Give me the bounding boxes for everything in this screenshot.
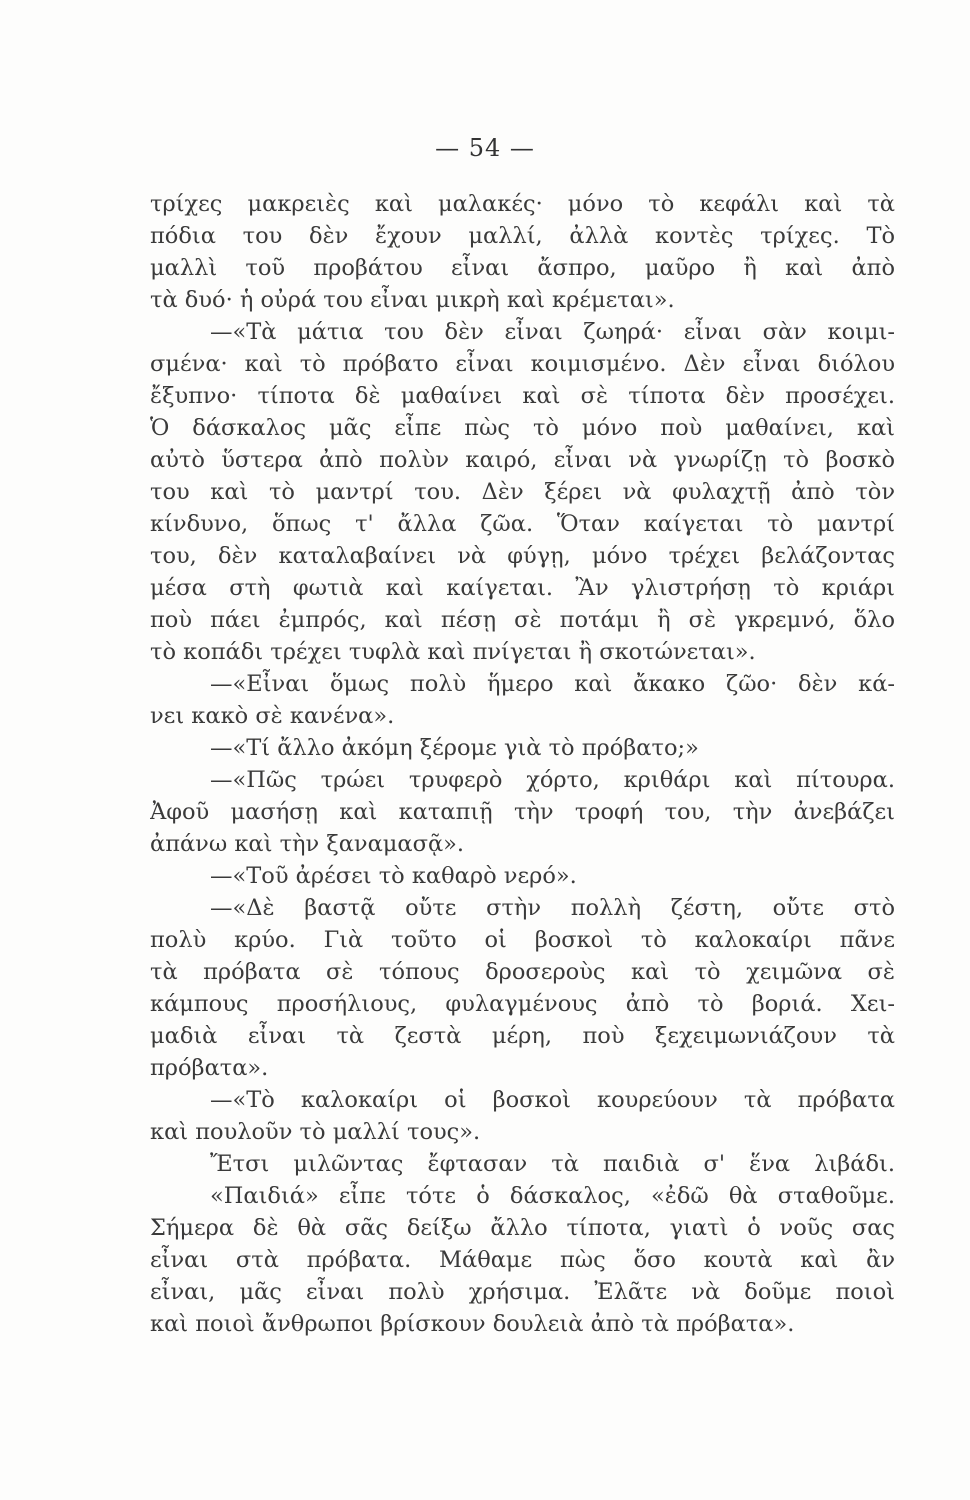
text-line: πολὺ κρύο. Γιὰ τοῦτο οἱ βοσκοὶ τὸ καλοκαίρι πᾶνε [150, 927, 895, 953]
body-text [150, 188, 895, 1340]
text-line: πρόβατα». [150, 1055, 269, 1081]
text-line: σμένα· καὶ τὸ πρόβατο εἶναι κοιμισμένο. Δὲν εἶναι διόλου [150, 351, 895, 377]
text-line: ἀπάνω καὶ τὴν ξαναμασᾷ». [150, 831, 465, 857]
text-line: —«Τὰ μάτια του δὲν εἶναι ζωηρά· εἶναι σὰν κοιμι- [210, 319, 895, 345]
text-line: —«Τί ἄλλο ἀκόμη ξέρομε γιὰ τὸ πρόβατο;» [210, 735, 699, 761]
text-line: ποὺ πάει ἐμπρός, καὶ πέσῃ σὲ ποτάμι ἢ σὲ γκρεμνό, ὅλο [150, 607, 895, 633]
text-line: νει κακὸ σὲ κανένα». [150, 703, 395, 729]
text-line: κίνδυνο, ὅπως τ' ἄλλα ζῶα. Ὅταν καίγεται τὸ μαντρί [150, 511, 895, 537]
text-line: εἶναι στὰ πρόβατα. Μάθαμε πὼς ὅσο κουτὰ καὶ ἂν [150, 1247, 895, 1273]
text-line: —«Πῶς τρώει τρυφερὸ χόρτο, κριθάρι καὶ πίτουρα. [210, 767, 895, 793]
text-line: κάμπους προσήλιους, φυλαγμένους ἀπὸ τὸ βοριά. Χει- [150, 991, 895, 1017]
text-line: καὶ πουλοῦν τὸ μαλλί τους». [150, 1119, 481, 1145]
page-number: — 54 — [435, 134, 535, 162]
text-line: Ἀφοῦ μασήσῃ καὶ καταπιῇ τὴν τροφή του, τὴν ἀνεβάζει [150, 799, 895, 825]
text-line: πόδια του δὲν ἔχουν μαλλί, ἀλλὰ κοντὲς τρίχες. Τὸ [150, 223, 895, 249]
text-line: —«Δὲ βαστᾷ οὔτε στὴν πολλὴ ζέστη, οὔτε στὸ [210, 895, 895, 921]
text-line: μαδιὰ εἶναι τὰ ζεστὰ μέρη, ποὺ ξεχειμωνιάζουν τὰ [150, 1023, 895, 1049]
text-line: του καὶ τὸ μαντρί του. Δὲν ξέρει νὰ φυλαχτῇ ἀπὸ τὸν [150, 479, 895, 505]
text-line: —«Τοῦ ἀρέσει τὸ καθαρὸ νερό». [210, 863, 577, 889]
text-line: του, δὲν καταλαβαίνει νὰ φύγῃ, μόνο τρέχει βελάζοντας [150, 543, 895, 569]
text-line: ἔξυπνο· τίποτα δὲ μαθαίνει καὶ σὲ τίποτα δὲν προσέχει. [150, 383, 895, 409]
text-line: Ὁ δάσκαλος μᾶς εἶπε πὼς τὸ μόνο ποὺ μαθαίνει, καὶ [150, 415, 895, 441]
text-line: τὰ πρόβατα σὲ τόπους δροσεροὺς καὶ τὸ χειμῶνα σὲ [150, 959, 895, 985]
text-line: μαλλὶ τοῦ προβάτου εἶναι ἄσπρο, μαῦρο ἢ καὶ ἀπὸ [150, 255, 895, 281]
text-line: —«Εἶναι ὅμως πολὺ ἥμερο καὶ ἄκακο ζῶο· δὲν κά- [210, 671, 895, 697]
text-line: καὶ ποιοὶ ἄνθρωποι βρίσκουν δουλειὰ ἀπὸ τὰ πρόβατα». [150, 1311, 795, 1337]
text-line: αὐτὸ ὕστερα ἀπὸ πολὺν καιρό, εἶναι νὰ γνωρίζῃ τὸ βοσκὸ [150, 447, 895, 473]
text-line: Ἔτσι μιλῶντας ἔφτασαν τὰ παιδιὰ σ' ἕνα λιβάδι. [210, 1151, 895, 1177]
text-line: «Παιδιά» εἶπε τότε ὁ δάσκαλος, «ἐδῶ θὰ σταθοῦμε. [210, 1183, 895, 1209]
text-line: τρίχες μακρειὲς καὶ μαλακές· μόνο τὸ κεφάλι καὶ τὰ [150, 191, 895, 217]
text-line: —«Τὸ καλοκαίρι οἱ βοσκοὶ κουρεύουν τὰ πρόβατα [210, 1087, 895, 1113]
text-line: Σήμερα δὲ θὰ σᾶς δείξω ἄλλο τίποτα, γιατὶ ὁ νοῦς σας [150, 1215, 895, 1241]
text-line: τὸ κοπάδι τρέχει τυφλὰ καὶ πνίγεται ἢ σκοτώνεται». [150, 639, 756, 665]
text-line: εἶναι, μᾶς εἶναι πολὺ χρήσιμα. Ἐλᾶτε νὰ δοῦμε ποιοὶ [150, 1279, 895, 1305]
text-line: τὰ δυό· ἡ οὐρά του εἶναι μικρὴ καὶ κρέμεται». [150, 287, 675, 313]
text-line: μέσα στὴ φωτιὰ καὶ καίγεται. Ἂν γλιστρήσῃ τὸ κριάρι [150, 575, 895, 601]
